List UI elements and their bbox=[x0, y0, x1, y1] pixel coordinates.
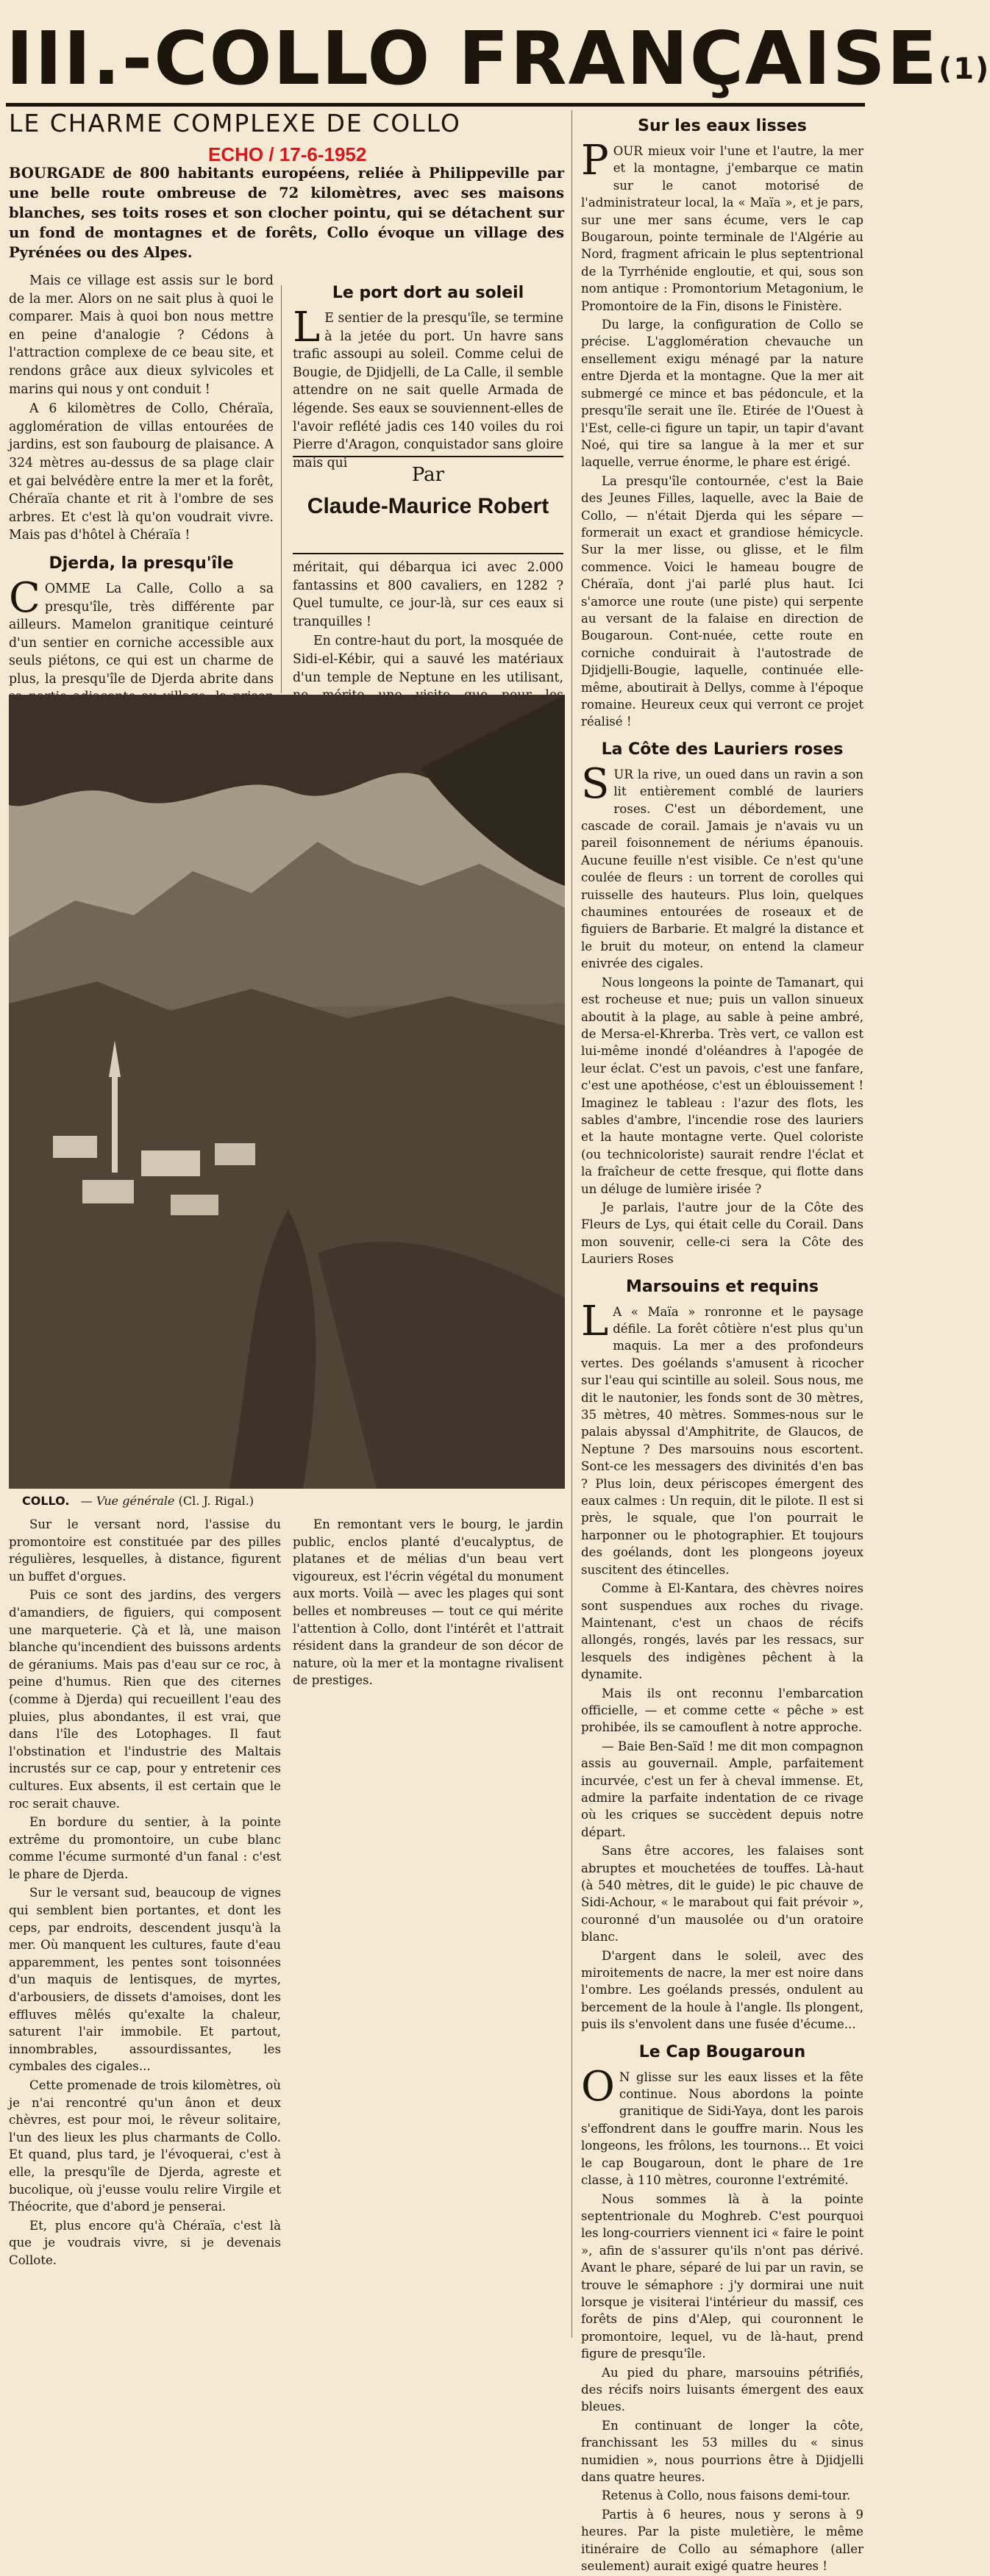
masthead-note: (1) bbox=[938, 52, 990, 86]
paragraph: Mais ils ont reconnu l'embarcation officielle, — et comme cette « pêche » est prohibée, ils se camouflent à notre approche. bbox=[581, 1686, 863, 1735]
source-stamp: ECHO / 17-6-1952 bbox=[208, 143, 367, 165]
masthead-rule bbox=[6, 103, 865, 107]
paragraph: A 6 kilomètres de Collo, Chéraïa, agglomération de villas entourées de jardins, est son faubourg de plaisance. A 324 mètres au-dessus de sa plage clair et gai belvédère entre la mer et la forêt, Chéraïa chante et rit à l'ombre de ses arbres. Et c'est là qu'on voudrait vivre. Mais pas d'hôtel à Chéraïa ! bbox=[9, 401, 274, 543]
drop-cap: C bbox=[9, 573, 40, 622]
paragraph: D'argent dans le soleil, avec des miroitements de nacre, la mer est noire dans l'ombre. Les goélands pressés, ondulent au bercement de la houle à l'angle. Ils plongent, puis ils s'envolent dans une fusée d'écume... bbox=[581, 1948, 863, 2032]
section-heading: La Côte des Lauriers roses bbox=[601, 740, 844, 759]
column-three bbox=[581, 116, 863, 2576]
paragraph: Du large, la configuration de Collo se précise. L'agglomération chevauche un ensellement exigu ménagé par la nature entre Djerda et la montagne. Que la mer ait submergé ce mince et bas pédoncule, et la presqu'île serait une île. Etirée de l'Ouest à l'Est, celle-ci figure un tapir, un tapir d'avant Noé, qui tire sa langue à la mer et sur laquelle, verrue énorme, le phare est érigé. bbox=[581, 318, 863, 470]
byline-prefix: Par bbox=[411, 464, 445, 486]
paragraph: O N glisse sur les eaux lisses et la fête continue. Nous abordons la pointe granitique de Sidi-Yaya, dont les parois s'effondrent dans le gouffre marin. Nous les longeons, les frôlons, les tournons... Et voici le cap Bougaroun, dont le phare de 1re classe, à 110 mètres, couronne l'extrémité. bbox=[581, 2062, 863, 2188]
paragraph: Sur le versant sud, beaucoup de vignes qui semblent bien portantes, et dont les ceps, par endroits, descendent jusqu'à la mer. Où manquent les cultures, faute d'eau apparemment, les pentes sont toisonnées d'un maquis de lentisques, de myrtes, d'arbousiers, de dissets d'amoises, dont les effluves mêlés qu'exalte la chaleur, saturent l'air immobile. Et partout, innombrables, assourdissantes, les cymbales des cigales... bbox=[9, 1886, 281, 2074]
caption-place: COLLO. bbox=[22, 1494, 70, 1508]
paragraph: Sans être accores, les falaises sont abruptes et mouchetées de touffes. Là-haut (à 540 mètres, dit le guide) le pic chauve de Sidi-Achour, « le marabout qui fait prévoir », couronné d'un mausolée ou d'un oratoire blanc. bbox=[581, 1844, 863, 1944]
paragraph: méritait, qui débarqua ici avec 2.000 fantassins et 800 cavaliers, en 1282 ? Quel tumulte, ce jour-là, sur ces eaux si tranquilles ! bbox=[293, 560, 563, 629]
collo-photo bbox=[9, 695, 565, 1489]
paragraph: Cette promenade de trois kilomètres, où je n'ai rencontré qu'un ânon et deux chèvres, est pour moi, le rêveur solitaire, l'un des lieux les plus charmants de Collo. Et quand, plus tard, je l'évoquerai, c'est à elle, la presqu'île de Djerda, agreste et bucolique, où j'eusse voulu relire Virgile et Théocrite, que d'abord je penserai. bbox=[9, 2078, 281, 2214]
drop-cap: L bbox=[293, 304, 321, 351]
paragraph: En bordure du sentier, à la pointe extrême du promontoire, un cube blanc comme l'écume surmonté d'un fanal : c'est le phare de Djerda. bbox=[9, 1815, 281, 1881]
paragraph: SUR la rive, un oued dans un ravin a son lit entièrement comblé de lauriers roses. C'est un débordement, une cascade de corail. Jamais je n'avais vu un pareil foisonnement de nériums épanouis. Aucune feuille n'est visible. Ce n'est qu'une coulée de fleurs : un torrent de corolles qui ruisselle des hauteurs. Plus loin, quelques chaumines entourées de roseaux et de figuiers de Barbarie. Et malgré la distance et le bruit du moteur, on entend la clameur enivrée des cigales. bbox=[581, 759, 863, 971]
column-one bbox=[9, 272, 274, 744]
paragraph: L E sentier de la presqu'île, se termine à la jetée du port. Un havre sans trafic assoupi au soleil. Comme celui de Bougie, de Djidjelli, de La Calle, il semble attendre on ne sait quelle Armada de légende. Ses eaux se souviennent-elles de l'avoir reflété jadis ces 140 voiles du roi Pierre d'Aragon, conquistador sans gloire mais qui bbox=[293, 304, 563, 471]
paragraph: POUR mieux voir l'une et l'autre, la mer et la montagne, j'embarque ce matin sur le canot motorisé de l'administrateur local, la « Maïa », et je pars, sur une mer sans écume, vers le cap Bougaroun, pointe terminale de l'Algérie au Nord, fragment africain le plus septentrional de la Tyrrhénide engloutie, et qui, sous son nom antique : Promontorium Metagonium, le Promontoire de la Fin, disons le Finistère. bbox=[581, 137, 863, 313]
section-heading: Sur les eaux lisses bbox=[638, 117, 807, 135]
drop-cap: O bbox=[581, 2062, 615, 2111]
paragraph: Puis ce sont des jardins, des vergers d'amandiers, de figuiers, qui composent une marqueterie. Çà et là, une maison blanche qu'incendient des buissons ardents de géraniums. Mais pas d'eau sur ce roc, à peine d'humus. Rien que des citernes (comme à Djerda) qui recueillent l'eau des pluies, plus abondantes, il est vrai, que dans l'île des Lotophages. Il faut l'obstination et l'industrie des Maltais incrustés sur ce cap, pour y entretenir ces cultures. Eux absents, il est certain que le roc serait chauve. bbox=[9, 1588, 281, 1811]
paragraph: Partis à 6 heures, nous y serons à 9 heures. Par la piste muletière, le même itinéraire de Collo au sémaphore (aller seulement) aurait exigé quatre heures ! bbox=[581, 2507, 863, 2574]
photo-illustration bbox=[9, 695, 565, 1489]
byline bbox=[293, 456, 563, 554]
paragraph: En continuant de longer la côte, franchissant les 53 milles du « sinus numidien », nous pourrions être à Djidjelli dans quatre heures. bbox=[581, 2418, 863, 2484]
section-heading: Le port dort au soleil bbox=[332, 284, 524, 302]
photo-caption: COLLO. — Vue générale (Cl. J. Rigal.) bbox=[22, 1494, 254, 1508]
drop-cap: S bbox=[581, 759, 610, 808]
paragraph: Nous sommes là à la pointe septentrionale du Moghreb. C'est pourquoi les long-courriers viennent ici « faire le point », afin de s'assurer qu'ils n'ont pas dérivé. Avant le phare, séparé de lui par un ravin, se trouve le sémaphore : j'y dormirai une nuit lorsque je visiterai l'intérieur du massif, ces forêts de pins d'Alep, qui couronnent le promontoire, lequel, vu de là-haut, prend figure de presqu'île. bbox=[581, 2192, 863, 2361]
article-subhead: LE CHARME COMPLEXE DE COLLO bbox=[9, 109, 461, 137]
caption-title: Vue générale bbox=[96, 1494, 175, 1508]
drop-cap: L bbox=[581, 1297, 609, 1345]
paragraph: Au pied du phare, marsouins pétrifiés, des récifs noirs luisants émergent des eaux bleues. bbox=[581, 2365, 863, 2414]
column-under-photo-right bbox=[293, 1516, 563, 1691]
masthead-title: III.-COLLO FRANÇAISE$^{(1)}$ bbox=[6, 15, 990, 101]
paragraph: Comme à El-Kantara, des chèvres noires sont suspendues aux roches du rivage. Maintenant, c'est un chaos de récifs allongés, rongés, lavés par les ressacs, sur lesquels des indigènes pêchent à la dynamite. bbox=[581, 1581, 863, 1682]
paragraph: COMME La Calle, Collo a sa presqu'île, très différente par ailleurs. Mamelon granitique ceinturé d'un sentier en corniche accessible aux seuls piétons, ce qui est un charme de plus, la presqu'île de Djerda abrite dans bbox=[9, 573, 274, 687]
paragraph: L A « Maïa » ronronne et le paysage défile. La forêt côtière n'est plus qu'un maquis. La mer a des profondeurs vertes. Des goélands s'amusent à ricocher sur l'eau qui scintille au soleil. Sous nous, me dit le nautonier, les fonds sont de 30 mètres, 35 mètres, 40 mètres. Sommes-nous sur le palais abyssal d'Amphitrite, de Glaucos, de Neptune ? Des marsouins nous escortent. Sont-ce les messagers des divinités d'en bas ? Plus loin, deux périscopes émergent des eaux calmes : Un requin, dit le pilote. Il est si près, le squale, que l'on pourrait le harponner ou le photographier. Et toujours des goélands, dont les plongeons joyeux suscitent des étincelles. bbox=[581, 1297, 863, 1577]
author-name: Claude-Maurice Robert bbox=[307, 494, 549, 518]
article-lead: BOURGADE de 800 habitants européens, reliée à Philippeville par une belle route ombreuse de 72 kilomètres, avec ses maisons blanches, ses toits roses et son clocher pointu, qui se détachent sur un fond de montagnes et de forêts, Collo évoque un village des Pyrénées ou des Alpes. bbox=[9, 165, 564, 261]
paragraph: Et, plus encore qu'à Chéraïa, c'est là que je voudrais vivre, si je devenais Collote. bbox=[9, 2218, 281, 2267]
drop-cap: P bbox=[581, 137, 609, 185]
column-divider bbox=[281, 285, 282, 693]
paragraph: — Baie Ben-Saïd ! me dit mon compagnon assis au gouvernail. Ample, parfaitement incurvée, c'est un fer à cheval immense. Et, admire la parfaite indentation de ce rivage où les criques se succèdent depuis notre départ. bbox=[581, 1739, 863, 1839]
paragraph: La presqu'île contournée, c'est la Baie des Jeunes Filles, laquelle, avec la Baie de Collo, — n'était Djerda qui les sépare — formerait un exact et grandiose hémicycle. Sur la mer lisse, ou glisse, et le film commence. Voici le hameau bougre de Chéraïa, dont j'ai parlé plus haut. Ici s'amorce une route (une piste) qui serpente au versant de la falaise en direction de Bougaroun. Cont-nuée, cette route en corniche conduirait à l'autostrade de Djidjelli-Bougie, laquelle, continuée elle-même, aboutirait à Dellys, comme à l'époque romaine. Heureux ceux qui verront ce projet réalisé ! bbox=[581, 473, 863, 729]
section-heading: Marsouins et requins bbox=[626, 1277, 819, 1296]
caption-credit: (Cl. J. Rigal.) bbox=[178, 1494, 254, 1508]
paragraph: Mais ce village est assis sur le bord de la mer. Alors on ne sait plus à quoi le comparer. Mais à quoi bon nous mettre en peine d'analogie ? Cédons à l'attraction complexe de ce beau site, et rendons grâce aux dieux sylvicoles et marins qui nous y ont conduit ! bbox=[9, 273, 274, 397]
paragraph: En contre-haut du port, la mosquée de Sidi-el-Kébir, qui a sauvé les matériaux d'un temple de Neptune en les utilisant, bbox=[293, 634, 563, 685]
paragraph: En remontant vers le bourg, le jardin public, enclos planté d'eucalyptus, de platanes et de mélias d'un beau vert vigoureux, est l'écrin végétal du monument aux morts. Voilà — avec les plages qui sont belles et nombreuses — tout ce qui mérite l'attention à Collo, dont l'intérêt et l'attrait résident dans la grandeur de son décor de nature, où la mer et la montagne rivalisent de prestiges. bbox=[293, 1517, 563, 1688]
paragraph: Nous longeons la pointe de Tamanart, qui est rocheuse et nue; puis un vallon sinueux aboutit à la plage, au sable à peine ambré, de Mersa-el-Khrerba. Très vert, ce vallon est lui-même inondé d'oléandres à l'apogée de leur éclat. C'est un pavois, c'est une fanfare, c'est une apothéose, c'est un éblouissement ! Imaginez le tableau : l'azur des flots, les sables d'ambre, l'incendie rose des lauriers et la haute montagne verte. Quel coloriste (ou technicoloriste) saurait rendre l'éclat et la fraîcheur de cette fresque, qui flotte dans un déluge de lumière irisée ? bbox=[581, 975, 863, 1196]
paragraph: Retenus à Collo, nous faisons demi-tour. bbox=[602, 2489, 851, 2503]
column-divider bbox=[571, 110, 572, 2338]
section-heading: Djerda, la presqu'île bbox=[49, 554, 234, 573]
column-under-photo-left bbox=[9, 1516, 281, 2271]
section-heading: Le Cap Bougaroun bbox=[638, 2042, 806, 2061]
paragraph: Je parlais, l'autre jour de la Côte des Fleurs de Lys, qui était celle du Corail. Dans mon souvenir, celle-ci sera la Côte des Lauriers Roses bbox=[581, 1200, 863, 1267]
column-two-top bbox=[293, 283, 563, 473]
paragraph: Sur le versant nord, l'assise du promontoire est constituée par des pilles régulières, lesquelles, à distance, figurent un buffet d'orgues. bbox=[9, 1517, 281, 1584]
